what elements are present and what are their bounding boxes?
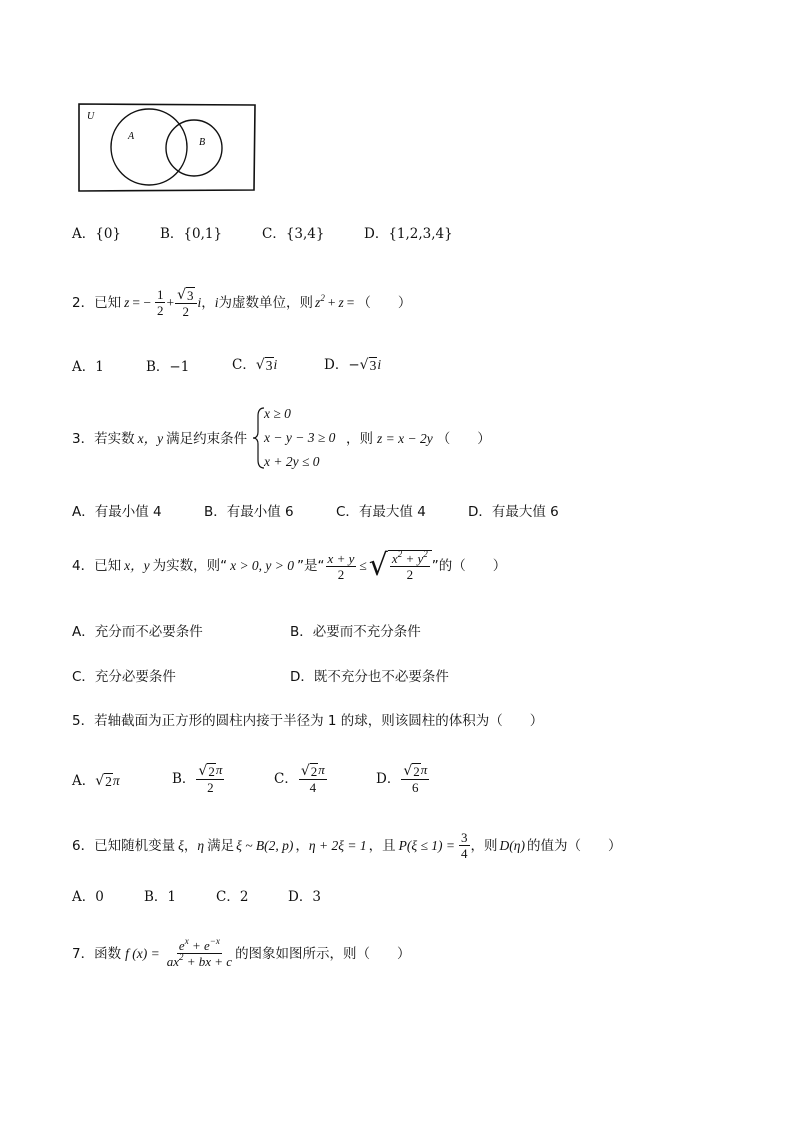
- q3-option-a: A．有最小值 4: [72, 504, 162, 520]
- universal-set-box: [79, 104, 255, 191]
- q4-vars: x，y: [124, 558, 150, 573]
- q2-i-desc: 为虚数单位，则: [218, 294, 314, 311]
- q3-vars: x，y: [137, 431, 164, 446]
- q6-tail: 的值为（ ）: [526, 837, 622, 854]
- q5-option-d-denominator: 6: [412, 780, 419, 796]
- q2-option-d: D．− √ 3 i: [324, 357, 382, 373]
- q2-comma: ，: [201, 294, 215, 311]
- q5-option-b: B． √ 2 π 2: [172, 762, 223, 796]
- q5-option-b-label: B．: [172, 770, 196, 787]
- q5-option-a-label: A．: [72, 773, 96, 789]
- q1-option-a: A．{0}: [72, 226, 122, 242]
- q5-option-d-label: D．: [376, 770, 401, 787]
- q2-stem: 2．已知 z = − $\frac{1}{2}$ + √ 3 2 i ， i 为虚数单位，则 $z^2$ + z = （ ）: [72, 287, 412, 320]
- venn-diagram: [74, 100, 260, 196]
- q3-tail: （ ）: [436, 431, 491, 447]
- q4-option-a: A．充分而不必要条件: [72, 624, 203, 640]
- q6-variance: D(η): [499, 837, 525, 853]
- q6-stem: 6．已知随机变量 ξ ， η 满足 ξ ~ B(2, p) ， η + 2ξ = 1 ，且 P(ξ ≤ 1) = $\frac{3}{4}$ ，则 D(η) 的值为（ ）: [72, 830, 622, 861]
- q3-option-c: C．有最大值 4: [336, 504, 426, 520]
- q5-stem: 5．若轴截面为正方形的圆柱内接于半径为 1 的球，则该圆柱的体积为（ ）: [72, 713, 544, 729]
- q7-fraction: $\frac{e^x + e^{-x}}{ax^2 + bx + c}$: [166, 936, 233, 969]
- q4-option-c: C．充分必要条件: [72, 669, 176, 685]
- q1-option-d: D．{1,2,3,4}: [364, 226, 453, 242]
- q2-fraction-half: $\frac{1}{2}$: [156, 287, 164, 318]
- q4-stem: 4．已知 x，y 为实数，则“ x > 0, y > 0 ”是“ $\frac{x + y}{2}$ ≤ √ $\frac{x^2 + y^2}{2}$ ”的（ ）: [72, 548, 507, 583]
- q7-tail: 的图象如图所示，则（ ）: [235, 945, 411, 962]
- q3-after-text: ，则: [346, 431, 373, 447]
- q2-option-c-label: C．: [232, 357, 256, 373]
- q4-option-d: D．既不充分也不必要条件: [290, 669, 449, 685]
- q1-option-b: B．{0,1}: [160, 226, 223, 242]
- q3-option-d: D．有最大值 6: [468, 504, 559, 520]
- q6-option-c: C．2: [216, 889, 249, 905]
- q3-after: [346, 430, 491, 448]
- q2-option-a: A．1: [72, 359, 104, 375]
- q6-and: ，且: [368, 837, 396, 854]
- q2-prefix: 2．已知: [72, 294, 122, 311]
- q6-relation: η + 2ξ = 1: [308, 837, 367, 853]
- q6-option-a: A．0: [72, 889, 104, 905]
- q3-constraint-3: x + 2y ≤ 0: [264, 454, 320, 469]
- q7-stem: [72, 938, 411, 969]
- set-b-circle: [166, 120, 222, 176]
- q4-mid: 为实数，则“: [152, 558, 228, 574]
- venn-label-u: U: [87, 111, 95, 122]
- q2-option-b: B．−1: [146, 359, 190, 375]
- q4-tail: ”的（ ）: [431, 558, 507, 574]
- q1-option-c: C．{3,4}: [262, 226, 325, 242]
- q6-probability: P(ξ ≤ 1) =: [398, 837, 456, 853]
- q5-option-c: C． √ 2 π 4: [274, 762, 325, 796]
- q3-expr: z = x − 2y: [377, 431, 433, 446]
- q4-option-b: B．必要而不充分条件: [290, 624, 421, 640]
- q3-prefix: 3．若实数: [72, 431, 135, 447]
- q6-xi: ξ: [178, 837, 184, 853]
- q4-sqrt: √ $\frac{x^2 + y^2}{2}$: [369, 550, 432, 582]
- q3-constraint-1: x ≥ 0: [264, 406, 291, 421]
- q6-mid: 满足: [207, 837, 235, 854]
- q6-fraction-three-quarters: $\frac{3}{4}$: [461, 830, 468, 861]
- q5-option-c-label: C．: [274, 770, 298, 787]
- q6-distribution: ξ ~ B(2, p): [236, 837, 294, 853]
- venn-label-a: A: [128, 131, 135, 142]
- q6-option-d: D．3: [288, 889, 321, 905]
- q6-prefix: 6．已知随机变量: [72, 837, 176, 854]
- q4-is: ”是“: [297, 558, 325, 574]
- q7-function: f (x) =: [125, 945, 160, 961]
- q2-option-d-label: D．−: [324, 357, 360, 373]
- q2-fraction-root3-half: √ 3 2: [175, 286, 196, 319]
- q2-option-c: C． √ 3 i: [232, 357, 278, 373]
- q4-fraction-mean: $\frac{x + y}{2}$: [327, 550, 355, 582]
- q3-constraint-2: x − y − 3 ≥ 0: [264, 430, 336, 445]
- q5-option-b-denominator: 2: [207, 780, 214, 796]
- q5-option-a: A． √ 2 π: [72, 773, 120, 789]
- q6-then: ，则: [470, 837, 498, 854]
- set-a-circle: [111, 109, 187, 185]
- q4-prefix: 4．已知: [72, 558, 122, 574]
- q3-mid: 满足约束条件: [166, 431, 248, 447]
- q7-prefix: 7．函数: [72, 945, 122, 962]
- venn-label-b: B: [199, 137, 206, 148]
- q2-tail: （ ）: [357, 294, 412, 311]
- q6-option-b: B．1: [144, 889, 177, 905]
- q5-option-d: D． √ 2 π 6: [376, 762, 428, 796]
- q6-eta: η: [197, 837, 205, 853]
- q3-stem: [72, 430, 247, 448]
- q5-option-c-denominator: 4: [309, 780, 317, 796]
- q3-option-b: B．有最小值 6: [204, 504, 294, 520]
- q4-condition: x > 0, y > 0: [230, 558, 295, 573]
